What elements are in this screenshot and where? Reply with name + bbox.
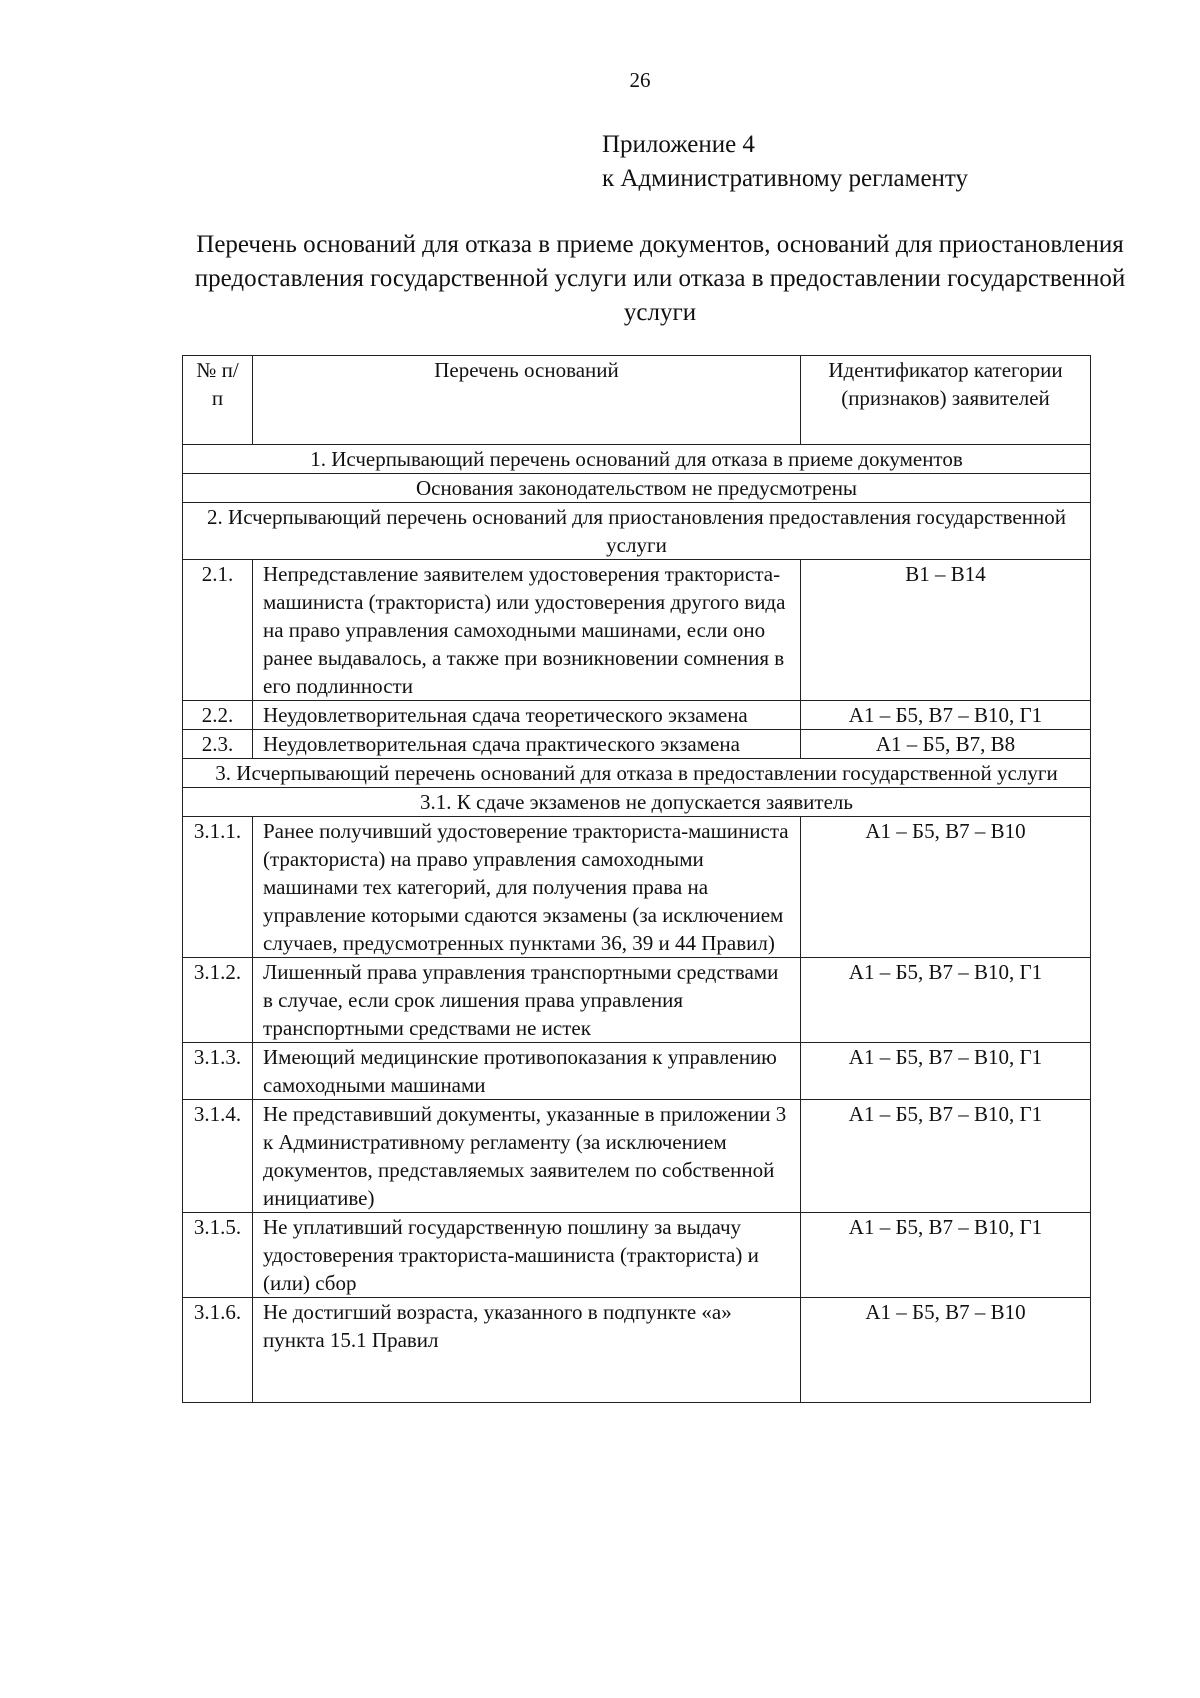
header-identifier: Идентификатор категории (признаков) заявителей — [801, 356, 1091, 445]
grounds-table — [182, 355, 1091, 1403]
row-ground: Имеющий медицинские противопоказания к управлению самоходными машинами — [253, 1043, 801, 1100]
row-ground: Не достигший возраста, указанного в подпункте «а» пункта 15.1 Правил — [253, 1298, 801, 1403]
table-row — [183, 560, 1091, 701]
row-number: 2.3. — [183, 730, 253, 759]
row-identifier: А1 – Б5, В7 – В10 — [801, 1298, 1091, 1403]
row-number: 2.1. — [183, 560, 253, 701]
section-row — [183, 445, 1091, 474]
table-header-row — [183, 356, 1091, 445]
appendix-line-2: к Административному регламенту — [602, 165, 969, 192]
row-number: 3.1.6. — [183, 1298, 253, 1403]
row-identifier: В1 – В14 — [801, 560, 1091, 701]
row-ground: Ранее получивший удостоверение тракториста-машиниста (тракториста) на право управления самоходными машинами тех категорий, для получения права на управление которыми сдаются экзамены (за исключением случаев, предусмотренных пунктами 36, 39 и 44 Правил) — [253, 817, 801, 958]
table-row — [183, 730, 1091, 759]
row-number: 3.1.2. — [183, 958, 253, 1043]
header-number: № п/п — [183, 356, 253, 445]
table-row — [183, 701, 1091, 730]
table-row — [183, 958, 1091, 1043]
row-number: 3.1.4. — [183, 1100, 253, 1213]
row-ground: Лишенный права управления транспортными средствами в случае, если срок лишения права управления транспортными средствами не истек — [253, 958, 801, 1043]
table-row — [183, 1213, 1091, 1298]
row-identifier: А1 – Б5, В7 – В10 — [801, 817, 1091, 958]
row-ground: Не уплативший государственную пошлину за выдачу удостоверения тракториста-машиниста (тракториста) и (или) сбор — [253, 1213, 801, 1298]
row-ground: Неудовлетворительная сдача теоретического экзамена — [253, 701, 801, 730]
row-identifier: А1 – Б5, В7 – В10, Г1 — [801, 958, 1091, 1043]
table-row — [183, 817, 1091, 958]
appendix-reference — [602, 128, 968, 196]
row-ground: Не представивший документы, указанные в приложении 3 к Административному регламенту (за исключением документов, представляемых заявителем по собственной инициативе) — [253, 1100, 801, 1213]
row-identifier: А1 – Б5, В7 – В10, Г1 — [801, 1100, 1091, 1213]
row-identifier: А1 – Б5, В7 – В10, Г1 — [801, 1043, 1091, 1100]
section-row — [183, 474, 1091, 503]
section-2-heading: 2. Исчерпывающий перечень оснований для приостановления предоставления государственной услуги — [183, 503, 1091, 560]
row-identifier: А1 – Б5, В7 – В10, Г1 — [801, 701, 1091, 730]
table-row — [183, 1043, 1091, 1100]
appendix-line-1: Приложение 4 — [602, 131, 755, 158]
row-number: 3.1.5. — [183, 1213, 253, 1298]
row-number: 3.1.3. — [183, 1043, 253, 1100]
table-row — [183, 1100, 1091, 1213]
header-grounds: Перечень оснований — [253, 356, 801, 445]
row-number: 3.1.1. — [183, 817, 253, 958]
row-number: 2.2. — [183, 701, 253, 730]
document-title: Перечень оснований для отказа в приеме документов, оснований для приостановления предоставления государственной услуги или отказа в предоставлении государственной услуги — [194, 231, 1126, 326]
row-identifier: А1 – Б5, В7 – В10, Г1 — [801, 1213, 1091, 1298]
page-number: 26 — [629, 68, 651, 92]
section-row — [183, 503, 1091, 560]
section-row — [183, 759, 1091, 788]
row-ground: Непредставление заявителем удостоверения тракториста-машиниста (тракториста) или удостоверения другого вида на право управления самоходными машинами, если оно ранее выдавалось, а также при возникновении сомнения в его подлинности — [253, 560, 801, 701]
section-1-note: Основания законодательством не предусмотрены — [183, 474, 1091, 503]
section-3-heading: 3. Исчерпывающий перечень оснований для отказа в предоставлении государственной услуги — [183, 759, 1091, 788]
row-ground: Неудовлетворительная сдача практического экзамена — [253, 730, 801, 759]
section-row — [183, 788, 1091, 817]
section-1-heading: 1. Исчерпывающий перечень оснований для отказа в приеме документов — [183, 445, 1091, 474]
section-3-1-heading: 3.1. К сдаче экзаменов не допускается заявитель — [183, 788, 1091, 817]
table-row — [183, 1298, 1091, 1403]
row-identifier: А1 – Б5, В7, В8 — [801, 730, 1091, 759]
